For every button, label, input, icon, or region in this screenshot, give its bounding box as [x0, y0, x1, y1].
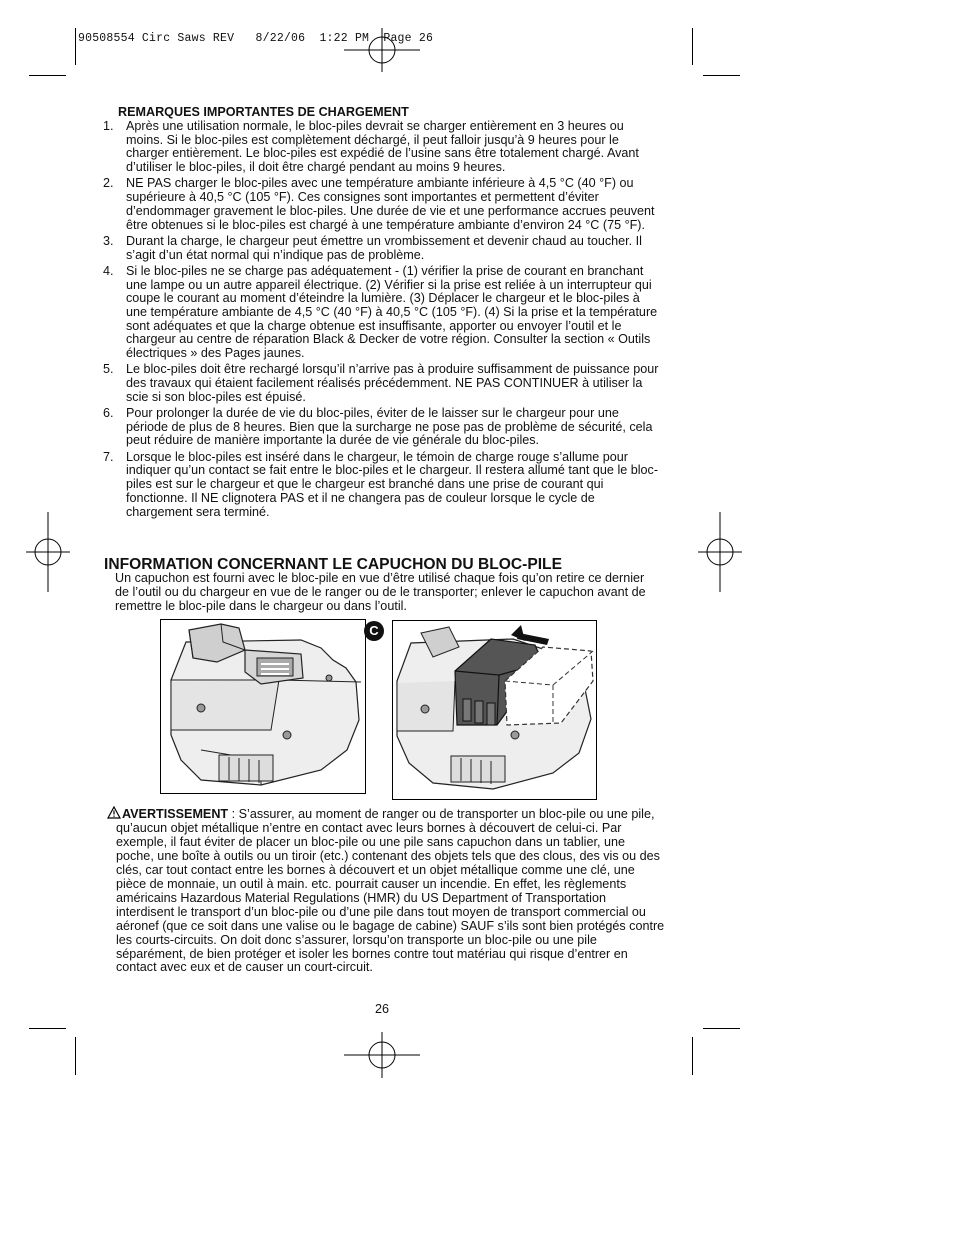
list-item: 7. Lorsque le bloc-piles est inséré dans le chargeur, le témoin de charge rouge s’allume pour indiquer qu’un contact se fait entre le bloc-piles et le chargeur. Il restera allumé tant que le bloc-piles est sur le chargeur et que le chargeur est branché dans une prise de courant qui fonctionne. Il NE clignotera PAS et il ne changera pas de couleur lorsque le cycle de chargement sera terminé. [103, 449, 659, 519]
list-item: 6. Pour prolonger la durée de vie du bloc-piles, éviter de le laisser sur le chargeur pour une période de plus de 8 heures. Bien que la surcharge ne pose pas de problème de sécurité, cela peut réduire de manière importante la durée de vie générale du bloc-piles. [103, 406, 653, 448]
charging-notes-list [103, 120, 663, 522]
registration-mark-left [26, 512, 70, 592]
list-item: 1. Après une utilisation normale, le bloc-piles devrait se charger entièrement en 3 heures ou moins. Si le bloc-piles est complètement déchargé, il peut falloir jusqu’à 9 heures pour le charger entièrement. Le bloc-piles est expédié de l’usine sans être totalement chargé. Avant d’utiliser le bloc-piles, il doit être chargé pendant au moins 9 heures. [103, 119, 639, 175]
battery-cap-illustration [393, 621, 596, 799]
cap-section-text: Un capuchon est fourni avec le bloc-pile en vue d’être utilisé chaque fois qu’on retire ce dernier de l’outil ou du chargeur en vue de le ranger ou de le transporter; enlever le capuchon avant de remettre le bloc-pile dans le chargeur ou dans l’outil. [115, 571, 646, 613]
crop-mark [692, 1037, 693, 1075]
list-item: 4. Si le bloc-piles ne se charge pas adéquatement - (1) vérifier la prise de courant en branchant une lampe ou un autre appareil électrique. (2) Vérifier si la prise est reliée à un interrupteur qui coupe le courant au moment d’éteindre la lumière. (3) Déplacer le chargeur et le bloc-piles à une température ambiante de 4,5 °C (40 °F) à 40,5 °C (105 °F). (4) Si la prise et la température sont adéquates et que la charge obtenue est insuffisante, apporter ou envoyer l’outil et le chargeur au centre de réparation Black & Decker de votre région. Consulter la section « Outils électriques » des Pages jaunes. [103, 263, 658, 361]
list-item: 2. NE PAS charger le bloc-piles avec une température ambiante inférieure à 4,5 °C (40 °F) ou supérieure à 40,5 °C (105 °F). Ces consignes sont importantes et permettent d’éviter d’endommager gravement le bloc-piles. Une durée de vie et une performance accrues peuvent être obtenues si le bloc-piles est chargé à une température ambiante d’environ 24 °C (75 °F). [103, 176, 655, 232]
crop-mark [29, 75, 66, 76]
crop-mark [703, 75, 740, 76]
crop-mark [703, 1028, 740, 1029]
battery-figure-right [392, 620, 597, 800]
warning-text: : S’assurer, au moment de ranger ou de transporter un bloc-pile ou une pile, qu’aucun objet métallique n’entre en contact avec leurs bornes à découvert de celui-ci. Par exemple, il faut éviter de placer un bloc-pile ou une pile sans capuchon dans un tablier, une poche, une boîte à outils ou un tiroir (etc.) contenant des objets tels que des clous, des vis ou des clés, car tout contact entre les bornes à découvert et un objet métallique comme une clé, une pièce de monnaie, un outil à main. etc. pourrait causer un incendie. En effet, les règlements américains Hazardous Material Regulations (HMR) du US Department of Transportation interdisent le transport d’un bloc-pile ou d’une pile dans tout moyen de transport commercial ou aéronef (que ce soit dans une valise ou le bagage de cabine) SAUF s’ils sont bien protégés contre les courts-circuits. On doit donc s’assurer, lorsqu’on transporte un bloc-pile ou une pile séparément, de bien protéger et isoler les bornes contre tout matériau qui risque d’entrer en contact avec eux et de causer un court-circuit. [116, 807, 665, 975]
battery-pack-illustration [161, 620, 365, 793]
crop-mark [692, 28, 693, 65]
warning-paragraph [116, 808, 666, 975]
crop-mark [75, 28, 76, 65]
list-item: 5. Le bloc-piles doit être rechargé lorsqu’il n’arrive pas à produire suffisamment de puissance pour des travaux qui étaient facilement réalisés précédemment. NE PAS CONTINUER à utiliser la scie si son bloc-piles est épuisé. [103, 362, 659, 404]
registration-mark-right [698, 512, 742, 592]
print-slug: 90508554 Circ Saws REV 8/22/06 1:22 PM Page 26 [78, 32, 434, 45]
crop-mark [29, 1028, 66, 1029]
list-item: 3. Durant la charge, le chargeur peut émettre un vrombissement et devenir chaud au toucher. Il s’agit d’un état normal qui n’indique pas de problème. [103, 233, 642, 262]
page-number: 26 [375, 1002, 390, 1016]
crop-mark [75, 1037, 76, 1075]
figure-label-badge: C [364, 621, 384, 641]
charging-notes-heading: REMARQUES IMPORTANTES DE CHARGEMENT [118, 105, 409, 119]
warning-label: AVERTISSEMENT [122, 807, 229, 821]
registration-mark-bottom [344, 1032, 420, 1078]
cap-section-heading: INFORMATION CONCERNANT LE CAPUCHON DU BLOC-PILE [104, 556, 562, 573]
battery-figure-left [160, 619, 366, 794]
